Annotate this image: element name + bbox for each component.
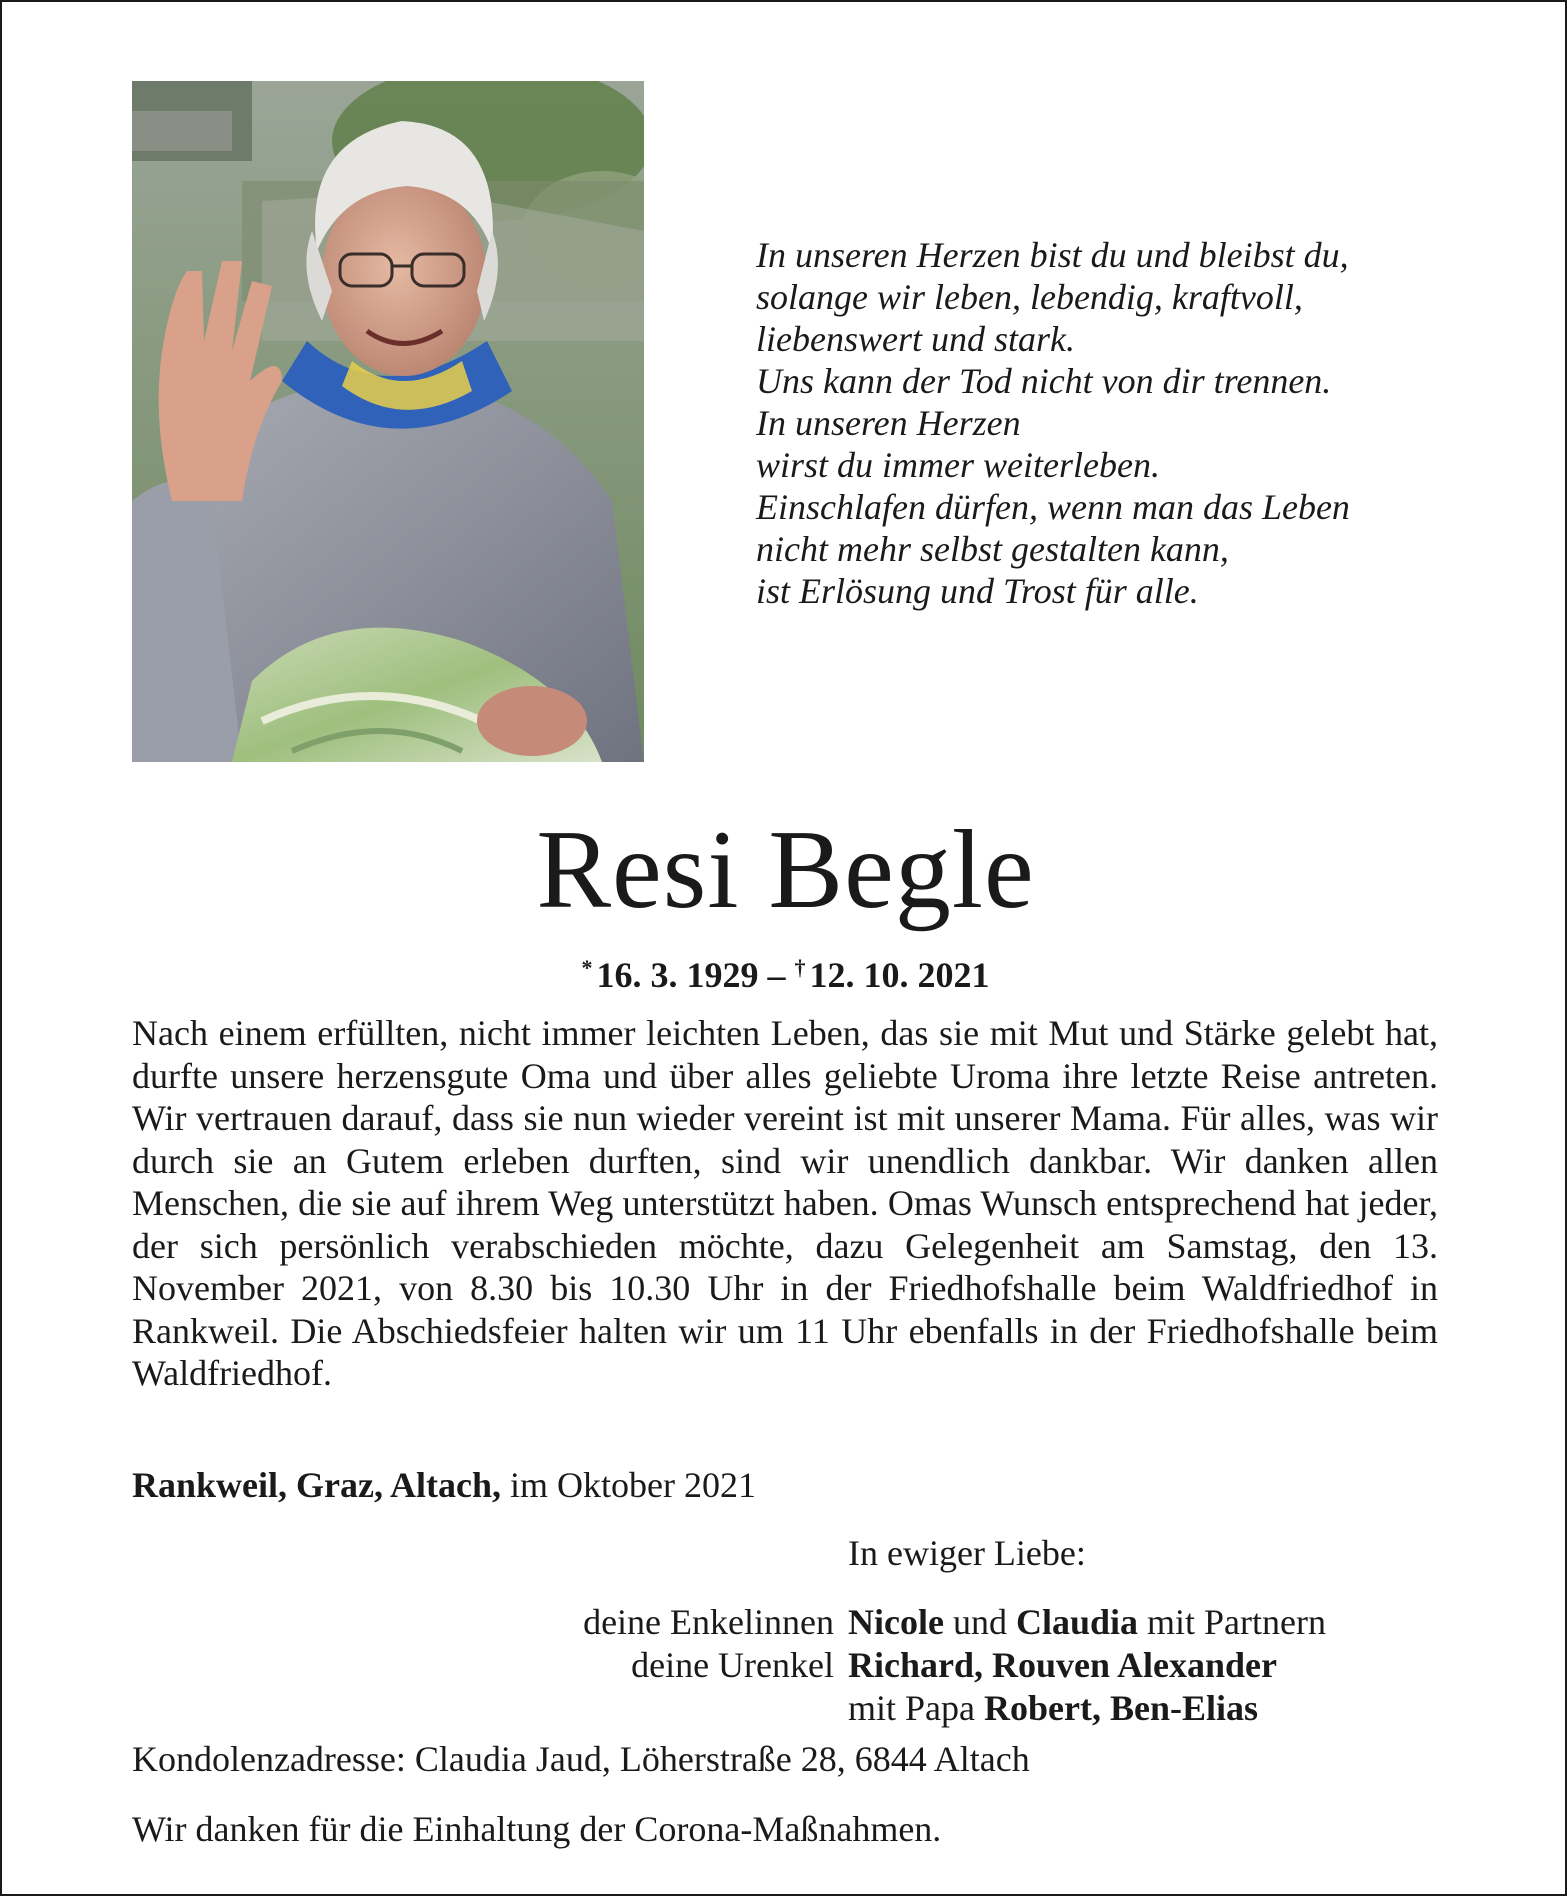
poem-line: ist Erlösung und Trost für alle. xyxy=(756,571,1199,611)
deceased-name: Resi Begle xyxy=(536,808,1035,932)
date-separator: – xyxy=(758,955,795,995)
papa-names: Robert, Ben-Elias xyxy=(983,1688,1258,1728)
poem-line: In unseren Herzen bist du und bleibst du, xyxy=(756,235,1349,275)
grandchild-name: Nicole xyxy=(848,1602,944,1642)
papa-prefix: mit Papa xyxy=(848,1688,984,1728)
poem xyxy=(756,234,1476,612)
poem-line: liebenswert und stark. xyxy=(756,319,1075,359)
grandchildren-names xyxy=(848,1601,1326,1644)
place-date-line xyxy=(132,1464,756,1506)
places: Rankweil, Graz, Altach, xyxy=(132,1465,501,1505)
signature-block xyxy=(2,1532,1567,1730)
life-dates xyxy=(2,946,1567,997)
poem-line: nicht mehr selbst gestalten kann, xyxy=(756,529,1229,569)
poem-line: Uns kann der Tod nicht von dir trennen. xyxy=(756,361,1332,401)
birth-date: 16. 3. 1929 xyxy=(596,955,759,995)
portrait-photo xyxy=(132,81,644,762)
great-grandchildren-names: Richard, Rouven Alexander xyxy=(848,1645,1278,1685)
poem-line: wirst du immer weiterleben. xyxy=(756,445,1160,485)
condolence-address: Kondolenzadresse: Claudia Jaud, Löherstraße 28, 6844 Altach xyxy=(132,1739,1030,1779)
death-date: 12. 10. 2021 xyxy=(809,955,990,995)
partners-note: mit Partnern xyxy=(1138,1602,1326,1642)
conjunction: und xyxy=(943,1602,1016,1642)
closing-note: Wir danken für die Einhaltung der Corona-Maßnahmen. xyxy=(132,1809,942,1849)
poem-line: In unseren Herzen xyxy=(756,403,1021,443)
grandchild-name: Claudia xyxy=(1015,1602,1139,1642)
birth-symbol: * xyxy=(581,955,593,980)
place-date: im Oktober 2021 xyxy=(500,1465,756,1505)
portrait-image xyxy=(132,81,644,762)
death-symbol: † xyxy=(794,955,806,980)
poem-line: solange wir leben, lebendig, kraftvoll, xyxy=(756,277,1303,317)
poem-line: Einschlafen dürfen, wenn man das Leben xyxy=(756,487,1350,527)
signature-heading: In ewiger Liebe: xyxy=(848,1533,1086,1573)
obituary-text: Nach einem erfüllten, nicht immer leichten Leben, das sie mit Mut und Stärke gelebt hat, durfte unsere herzensgute Oma und über alles geliebte Uroma ihre letzte Reise antreten. Wir vertrauen darauf, dass sie nun wieder vereint ist mit unserer Mama. Für alles, was wir durch sie an Gutem erleben durften, sind wir unendlich dankbar. Wir danken allen Menschen, die sie auf ihrem Weg unterstützt haben. Omas Wunsch entsprechend hat jeder, der sich persönlich verabschieden möchte, dazu Gelegenheit am Samstag, den 13. November 2021, von 8.30 bis 10.30 Uhr in der Friedhofshalle beim Waldfriedhof in Rankweil. Die Abschiedsfeier halten wir um 11 Uhr ebenfalls in der Friedhofshalle beim Waldfriedhof. xyxy=(132,1013,1438,1393)
grandchildren-label: deine Enkelinnen xyxy=(583,1602,834,1642)
great-grandchildren-label: deine Urenkel xyxy=(631,1645,834,1685)
papa-line xyxy=(848,1687,1258,1730)
